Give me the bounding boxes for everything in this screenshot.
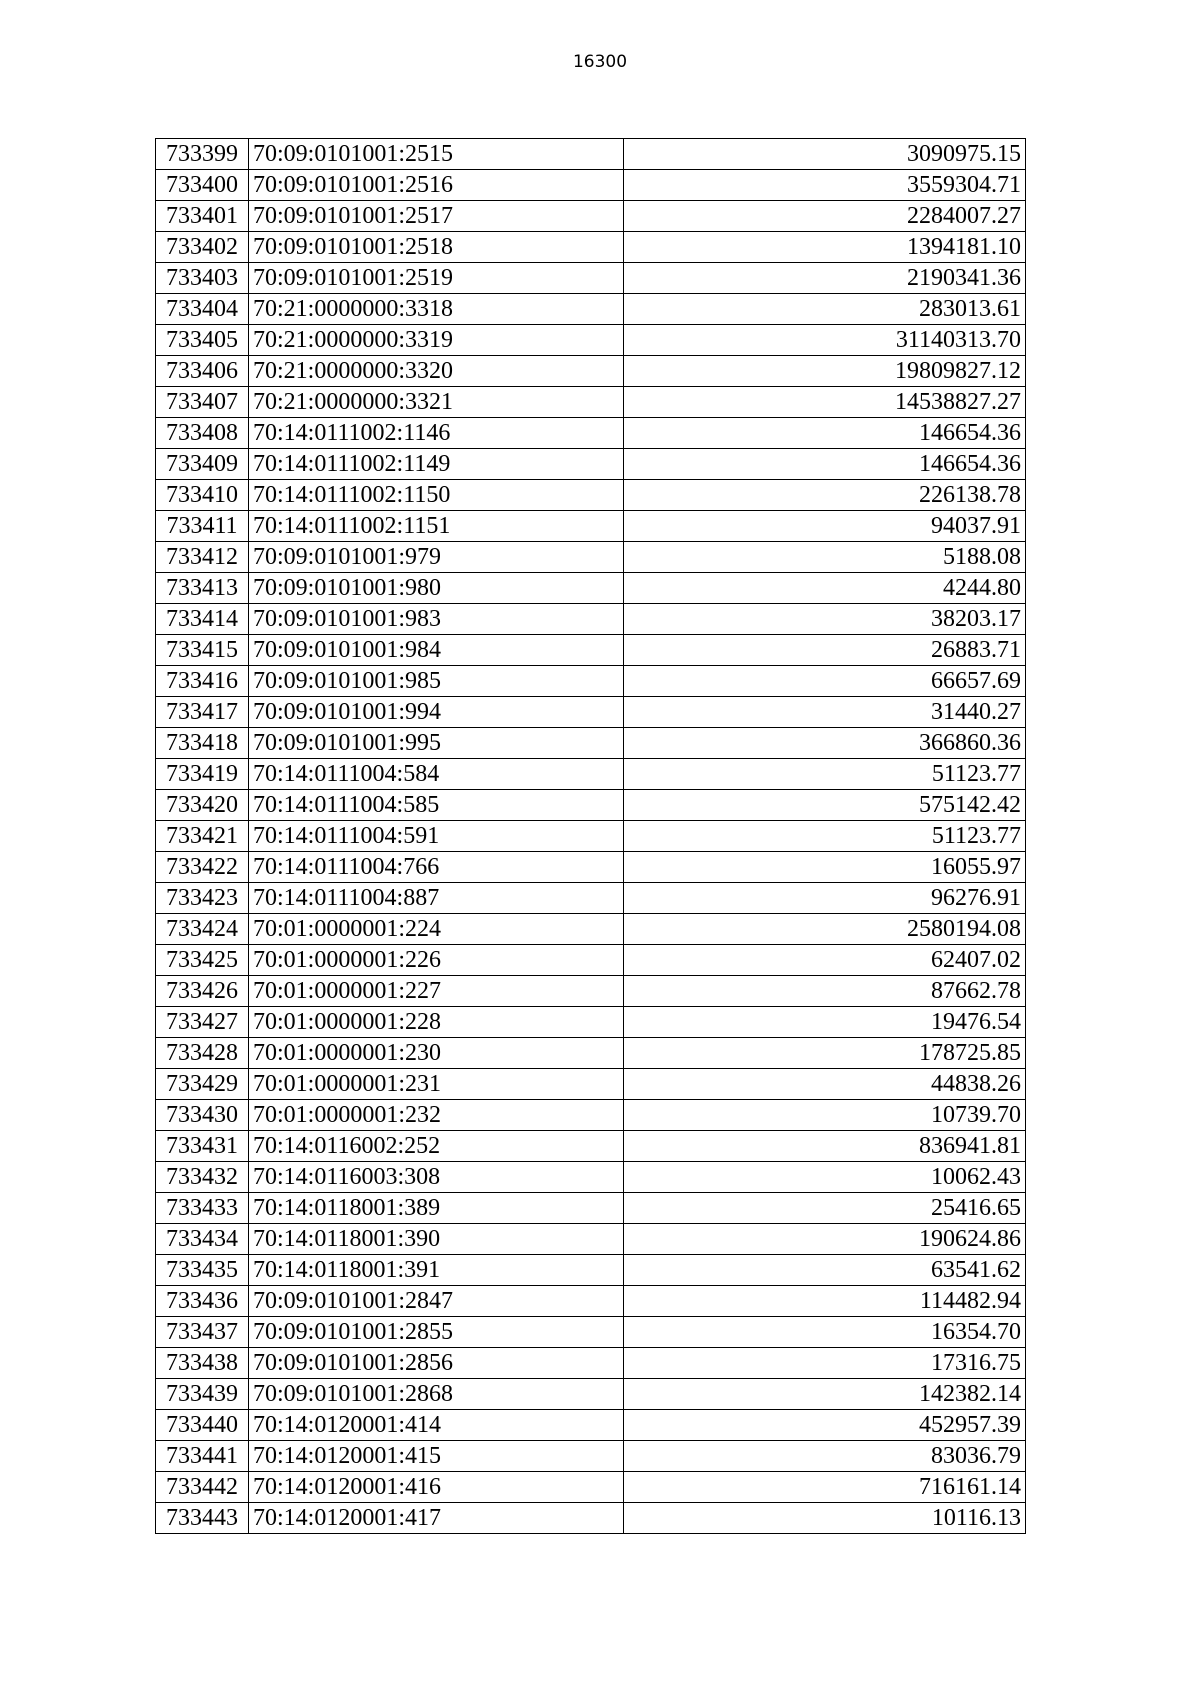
value-cell: 44838.26 [624,1069,1026,1100]
value-cell: 10062.43 [624,1162,1026,1193]
table-row [156,1472,1026,1503]
cadastral-number-cell: 70:14:0120001:414 [249,1410,624,1441]
cadastral-number-cell: 70:09:0101001:983 [249,604,624,635]
value-cell: 226138.78 [624,480,1026,511]
table-row [156,1038,1026,1069]
row-number-cell: 733423 [156,883,249,914]
cadastral-number-cell: 70:21:0000000:3318 [249,294,624,325]
row-number-cell: 733401 [156,201,249,232]
value-cell: 19476.54 [624,1007,1026,1038]
cadastral-number-cell: 70:14:0118001:391 [249,1255,624,1286]
table-row [156,666,1026,697]
cadastral-number-cell: 70:14:0120001:415 [249,1441,624,1472]
value-cell: 87662.78 [624,976,1026,1007]
value-cell: 31140313.70 [624,325,1026,356]
value-cell: 94037.91 [624,511,1026,542]
table-row [156,697,1026,728]
row-number-cell: 733421 [156,821,249,852]
row-number-cell: 733412 [156,542,249,573]
value-cell: 16354.70 [624,1317,1026,1348]
row-number-cell: 733420 [156,790,249,821]
row-number-cell: 733442 [156,1472,249,1503]
row-number-cell: 733416 [156,666,249,697]
cadastral-number-cell: 70:01:0000001:231 [249,1069,624,1100]
value-cell: 114482.94 [624,1286,1026,1317]
value-cell: 5188.08 [624,542,1026,573]
table-row [156,821,1026,852]
row-number-cell: 733403 [156,263,249,294]
row-number-cell: 733429 [156,1069,249,1100]
row-number-cell: 733413 [156,573,249,604]
row-number-cell: 733407 [156,387,249,418]
value-cell: 366860.36 [624,728,1026,759]
table-row [156,945,1026,976]
cadastral-number-cell: 70:09:0101001:2519 [249,263,624,294]
cadastral-number-cell: 70:14:0111002:1146 [249,418,624,449]
cadastral-number-cell: 70:01:0000001:230 [249,1038,624,1069]
value-cell: 2190341.36 [624,263,1026,294]
row-number-cell: 733439 [156,1379,249,1410]
value-cell: 190624.86 [624,1224,1026,1255]
table-row [156,1162,1026,1193]
value-cell: 10739.70 [624,1100,1026,1131]
table-row [156,1286,1026,1317]
cadastral-number-cell: 70:14:0111004:584 [249,759,624,790]
table-row [156,449,1026,480]
cadastral-number-cell: 70:09:0101001:984 [249,635,624,666]
cadastral-number-cell: 70:09:0101001:2518 [249,232,624,263]
table-row [156,635,1026,666]
value-cell: 2580194.08 [624,914,1026,945]
cadastral-number-cell: 70:01:0000001:227 [249,976,624,1007]
table-row [156,1503,1026,1534]
cadastral-number-cell: 70:14:0111004:766 [249,852,624,883]
row-number-cell: 733436 [156,1286,249,1317]
cadastral-number-cell: 70:01:0000001:226 [249,945,624,976]
table-row [156,1100,1026,1131]
row-number-cell: 733418 [156,728,249,759]
row-number-cell: 733404 [156,294,249,325]
value-cell: 16055.97 [624,852,1026,883]
value-cell: 26883.71 [624,635,1026,666]
row-number-cell: 733399 [156,139,249,170]
table-row [156,387,1026,418]
cadastral-number-cell: 70:14:0111002:1149 [249,449,624,480]
value-cell: 25416.65 [624,1193,1026,1224]
cadastral-number-cell: 70:14:0116002:252 [249,1131,624,1162]
cadastral-number-cell: 70:09:0101001:2847 [249,1286,624,1317]
row-number-cell: 733428 [156,1038,249,1069]
row-number-cell: 733419 [156,759,249,790]
row-number-cell: 733406 [156,356,249,387]
cadastral-number-cell: 70:21:0000000:3320 [249,356,624,387]
cadastral-number-cell: 70:14:0111004:887 [249,883,624,914]
value-cell: 178725.85 [624,1038,1026,1069]
value-cell: 66657.69 [624,666,1026,697]
cadastral-number-cell: 70:14:0118001:390 [249,1224,624,1255]
cadastral-number-cell: 70:14:0111004:585 [249,790,624,821]
value-cell: 575142.42 [624,790,1026,821]
value-cell: 4244.80 [624,573,1026,604]
value-cell: 31440.27 [624,697,1026,728]
registry-table [155,138,1026,1534]
cadastral-number-cell: 70:01:0000001:224 [249,914,624,945]
row-number-cell: 733430 [156,1100,249,1131]
cadastral-number-cell: 70:09:0101001:2856 [249,1348,624,1379]
row-number-cell: 733414 [156,604,249,635]
value-cell: 146654.36 [624,418,1026,449]
table-row [156,139,1026,170]
row-number-cell: 733434 [156,1224,249,1255]
table-row [156,883,1026,914]
table-row [156,1441,1026,1472]
value-cell: 3090975.15 [624,139,1026,170]
value-cell: 63541.62 [624,1255,1026,1286]
row-number-cell: 733411 [156,511,249,542]
table-row [156,1379,1026,1410]
value-cell: 62407.02 [624,945,1026,976]
cadastral-number-cell: 70:14:0120001:417 [249,1503,624,1534]
table-row [156,1131,1026,1162]
table-row [156,294,1026,325]
row-number-cell: 733422 [156,852,249,883]
table-row [156,1317,1026,1348]
table-row [156,1410,1026,1441]
value-cell: 51123.77 [624,821,1026,852]
table-row [156,573,1026,604]
value-cell: 10116.13 [624,1503,1026,1534]
value-cell: 51123.77 [624,759,1026,790]
table-row [156,232,1026,263]
value-cell: 452957.39 [624,1410,1026,1441]
table-row [156,201,1026,232]
row-number-cell: 733402 [156,232,249,263]
row-number-cell: 733437 [156,1317,249,1348]
row-number-cell: 733426 [156,976,249,1007]
cadastral-number-cell: 70:09:0101001:2855 [249,1317,624,1348]
table-row [156,852,1026,883]
value-cell: 836941.81 [624,1131,1026,1162]
row-number-cell: 733415 [156,635,249,666]
row-number-cell: 733443 [156,1503,249,1534]
value-cell: 19809827.12 [624,356,1026,387]
table-row [156,1348,1026,1379]
cadastral-number-cell: 70:14:0116003:308 [249,1162,624,1193]
row-number-cell: 733435 [156,1255,249,1286]
cadastral-number-cell: 70:01:0000001:232 [249,1100,624,1131]
value-cell: 283013.61 [624,294,1026,325]
row-number-cell: 733431 [156,1131,249,1162]
table-row [156,418,1026,449]
cadastral-number-cell: 70:09:0101001:994 [249,697,624,728]
cadastral-number-cell: 70:09:0101001:995 [249,728,624,759]
cadastral-number-cell: 70:21:0000000:3321 [249,387,624,418]
cadastral-number-cell: 70:09:0101001:2515 [249,139,624,170]
value-cell: 716161.14 [624,1472,1026,1503]
table-row [156,263,1026,294]
table-row [156,511,1026,542]
table-row [156,1224,1026,1255]
table-row [156,325,1026,356]
cadastral-number-cell: 70:09:0101001:985 [249,666,624,697]
cadastral-number-cell: 70:14:0111002:1151 [249,511,624,542]
value-cell: 83036.79 [624,1441,1026,1472]
row-number-cell: 733400 [156,170,249,201]
row-number-cell: 733441 [156,1441,249,1472]
value-cell: 38203.17 [624,604,1026,635]
table-row [156,728,1026,759]
value-cell: 2284007.27 [624,201,1026,232]
value-cell: 96276.91 [624,883,1026,914]
cadastral-number-cell: 70:09:0101001:2868 [249,1379,624,1410]
table-row [156,480,1026,511]
row-number-cell: 733405 [156,325,249,356]
value-cell: 1394181.10 [624,232,1026,263]
table-row [156,604,1026,635]
registry-table-body [156,139,1026,1534]
table-row [156,759,1026,790]
value-cell: 146654.36 [624,449,1026,480]
row-number-cell: 733408 [156,418,249,449]
row-number-cell: 733410 [156,480,249,511]
cadastral-number-cell: 70:14:0111002:1150 [249,480,624,511]
value-cell: 17316.75 [624,1348,1026,1379]
row-number-cell: 733432 [156,1162,249,1193]
row-number-cell: 733417 [156,697,249,728]
value-cell: 3559304.71 [624,170,1026,201]
row-number-cell: 733433 [156,1193,249,1224]
row-number-cell: 733427 [156,1007,249,1038]
cadastral-number-cell: 70:14:0118001:389 [249,1193,624,1224]
cadastral-number-cell: 70:09:0101001:2516 [249,170,624,201]
page-number: 16300 [572,52,628,72]
table-row [156,1007,1026,1038]
cadastral-number-cell: 70:14:0120001:416 [249,1472,624,1503]
cadastral-number-cell: 70:21:0000000:3319 [249,325,624,356]
cadastral-number-cell: 70:09:0101001:980 [249,573,624,604]
cadastral-number-cell: 70:01:0000001:228 [249,1007,624,1038]
row-number-cell: 733438 [156,1348,249,1379]
table-row [156,790,1026,821]
row-number-cell: 733409 [156,449,249,480]
table-row [156,356,1026,387]
table-row [156,1193,1026,1224]
table-row [156,1069,1026,1100]
row-number-cell: 733425 [156,945,249,976]
cadastral-number-cell: 70:09:0101001:979 [249,542,624,573]
value-cell: 142382.14 [624,1379,1026,1410]
value-cell: 14538827.27 [624,387,1026,418]
cadastral-number-cell: 70:09:0101001:2517 [249,201,624,232]
cadastral-number-cell: 70:14:0111004:591 [249,821,624,852]
table-row [156,542,1026,573]
table-row [156,976,1026,1007]
table-row [156,170,1026,201]
table-row [156,914,1026,945]
table-row [156,1255,1026,1286]
row-number-cell: 733440 [156,1410,249,1441]
row-number-cell: 733424 [156,914,249,945]
